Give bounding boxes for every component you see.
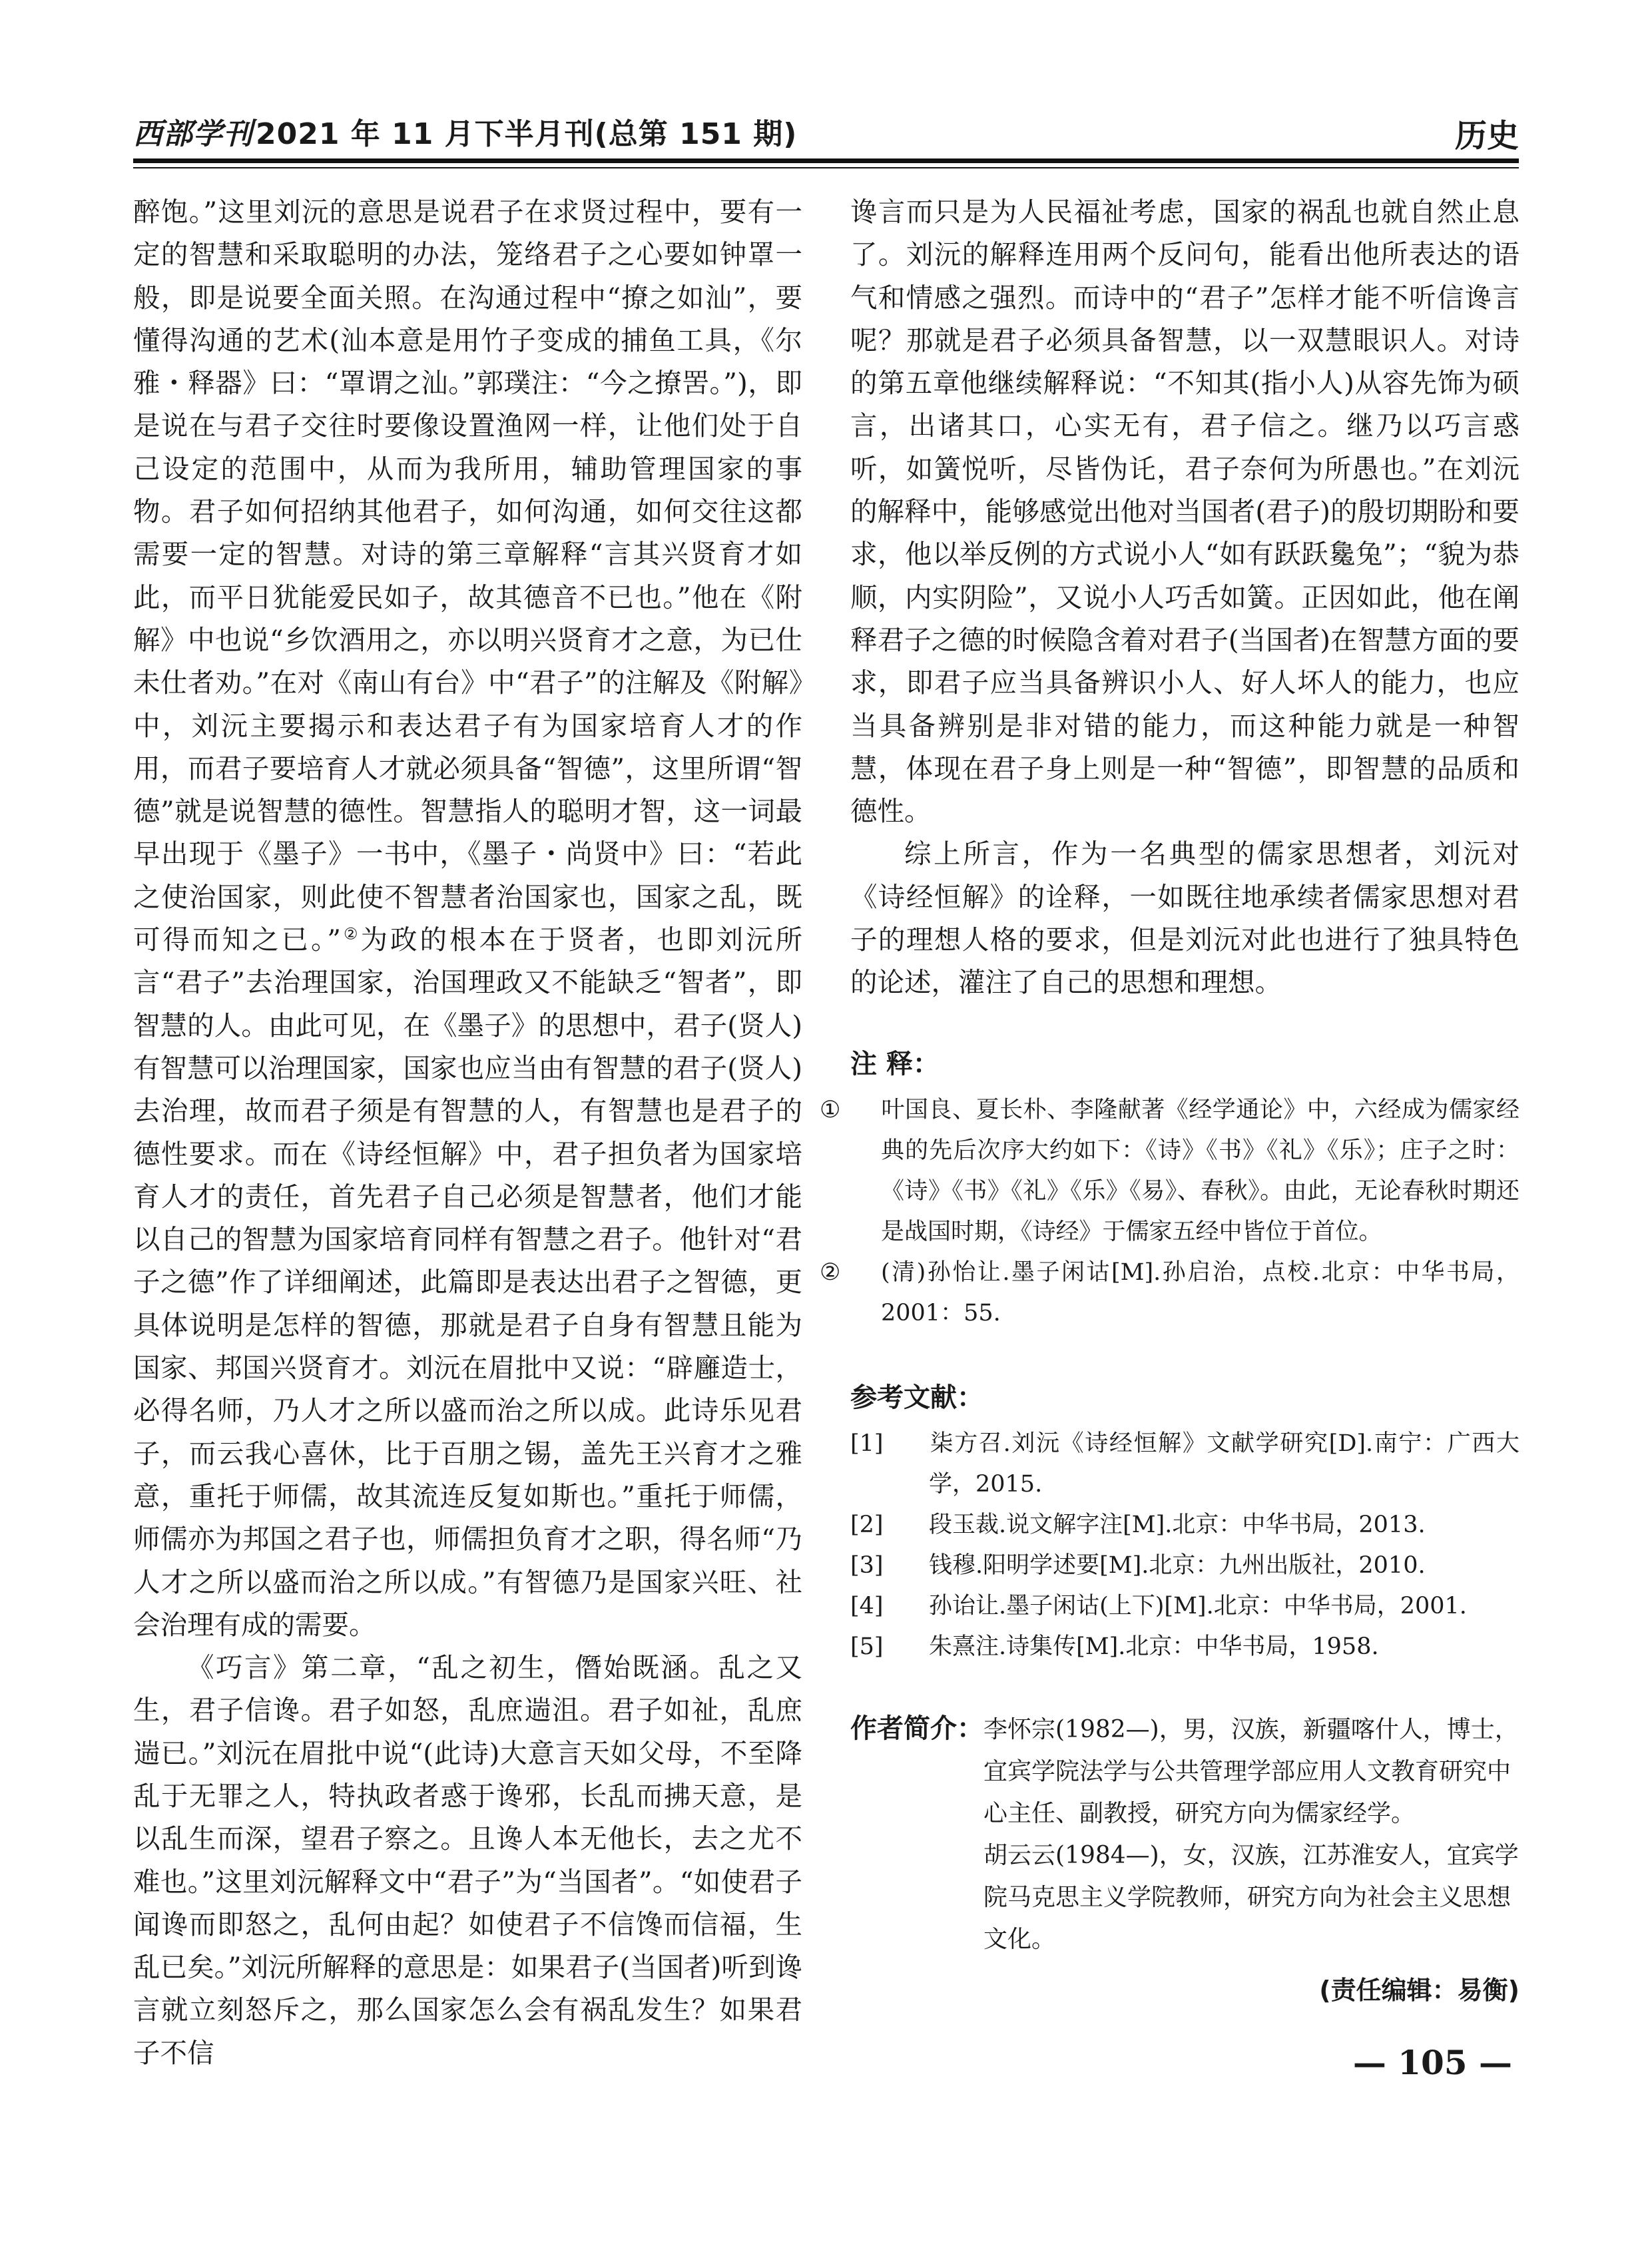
body-paragraph: 综上所言，作为一名典型的儒家思想者，刘沅对《诗经恒解》的诠释，一如既往地承续者儒家思想对君子的理想人格的要求，但是刘沅对此也进行了独具特色的论述，灌注了自己的思想和理想。 <box>850 838 1519 999</box>
reference-item <box>850 1545 1519 1586</box>
reference-text: 孙诒让.墨子闲诂(上下)[M].北京：中华书局，2001. <box>929 1592 1467 1619</box>
reference-number: [4] <box>850 1592 884 1619</box>
reference-number: [5] <box>850 1633 884 1660</box>
references-heading: 参考文献： <box>850 1382 983 1413</box>
note-mark: ① <box>820 1096 841 1123</box>
journal-logo: 西部学刊 <box>133 117 253 151</box>
responsible-editor: (责任编辑：易衡) <box>1319 1975 1519 2005</box>
author-text: 李怀宗(1982—)，男，汉族，新疆喀什人，博士，宜宾学院法学与公共管理学部应用人文教育研究中心主任、副教授，研究方向为儒家经学。 <box>983 1715 1519 1827</box>
note-mark: ② <box>820 1259 841 1286</box>
reference-text: 柒方召.刘沅《诗经恒解》文献学研究[D].南宁：广西大学，2015. <box>929 1430 1519 1498</box>
reference-text: 段玉裁.说文解字注[M].北京：中华书局，2013. <box>929 1511 1426 1538</box>
paragraph-text: 为政的根本在于贤者，也即刘沅所言“君子”去治理国家，治国理政又不能缺乏“智者”，即智慧的人。由此可见，在《墨子》的思想中，君子(贤人)有智慧可以治理国家，国家也应当由有智慧的君子(贤人)去治理，故而君子须是有智慧的人，有智慧也是君子的德性要求。而在《诗经恒解》中，君子担负者为国家培育人才的责任，首先君子自己必须是智慧者，他们才能以自己的智慧为国家培育同样有智慧之君子。他针对“君子之德”作了详细阐述，此篇即是表达出君子之智德，更具体说明是怎样的智德，那就是君子自身有智慧且能为国家、邦国兴贤育才。刘沅在眉批中又说：“辟廱造士，必得名师，乃人才之所以盛而治之所以成。此诗乐见君子，而云我心喜休，比于百朋之锡，盖先王兴育才之雅意，重托于师儒，故其流连反复如斯也。”重托于师儒，师儒亦为邦国之君子也，师儒担负育才之职，得名师“乃人才之所以盛而治之所以成。”有智德乃是国家兴旺、社会治理有成的需要。 <box>133 924 803 1641</box>
body-paragraph: 谗言而只是为人民福祉考虑，国家的祸乱也就自然止息了。刘沅的解释连用两个反问句，能看出他所表达的语气和情感之强烈。而诗中的“君子”怎样才能不听信谗言呢？那就是君子必须具备智慧，以一双慧眼识人。对诗的第五章他继续解释说：“不知其(指小人)从容先饰为硕言，出诸其口，心实无有，君子信之。继乃以巧言惑听，如簧悦听，尽皆伪讬，君子奈何为所愚也。”在刘沅的解释中，能够感觉出他对当国者(君子)的殷切期盼和要求，他以举反例的方式说小人“如有跃跃毚兔”；“貌为恭顺，内实阴险”，又说小人巧舌如簧。正因如此，他在阐释君子之德的时候隐含着对君子(当国者)在智慧方面的要求，即君子应当具备辨识小人、好人坏人的能力，也应当具备辨别是非对错的能力，而这种能力就是一种智慧，体现在君子身上则是一种“智德”，即智慧的品质和德性。 <box>850 196 1519 828</box>
note-item <box>820 1253 1519 1334</box>
author-text: 胡云云(1984—)，女，汉族，江苏淮安人，宜宾学院马克思主义学院教师，研究方向为社会主义思想文化。 <box>983 1841 1519 1953</box>
note-text: 叶国良、夏长朴、李隆献著《经学通论》中，六经成为儒家经典的先后次序大约如下：《诗》《书》《礼》《乐》；庄子之时：《诗》《书》《礼》《乐》《易》、春秋》。由此，无论春秋时期还是战国时期，《诗经》于儒家五经中皆位于首位。 <box>881 1096 1519 1245</box>
reference-number: [2] <box>850 1511 884 1538</box>
issue-info: 2021 年 11 月下半月刊(总第 151 期) <box>256 117 798 151</box>
reference-text: 钱穆.阳明学述要[M].北京：九州出版社，2010. <box>929 1551 1426 1579</box>
footnote-ref: ② <box>340 924 361 944</box>
reference-item <box>850 1505 1519 1545</box>
paragraph-text: 醉饱。”这里刘沅的意思是说君子在求贤过程中，要有一定的智慧和采取聪明的办法，笼络君子之心要如钟罩一般，即是说要全面关照。在沟通过程中“撩之如汕”，要懂得沟通的艺术(汕本意是用竹子变成的捕鱼工具，《尔雅・释器》曰：“罩谓之汕。”郭璞注：“今之撩罟。”)，即是说在与君子交往时要像设置渔网一样，让他们处于自己设定的范围中，从而为我所用，辅助管理国家的事物。君子如何招纳其他君子，如何沟通，如何交往这都需要一定的智慧。对诗的第三章解释“言其兴贤育才如此，而平日犹能爱民如子，故其德音不已也。”他在《附解》中也说“乡饮酒用之，亦以明兴贤育才之意，为已仕未仕者劝。”在对《南山有台》中“君子”的注解及《附解》中，刘沅主要揭示和表达君子有为国家培育人才的作用，而君子要培育人才就必须具备“智德”，这里所谓“智德”就是说智慧的德性。智慧指人的聪明才智，这一词最早出现于《墨子》一书中，《墨子・尚贤中》曰：“若此之使治国家，则此使不智慧者治国家也，国家之乱，既可得而知之已。” <box>133 196 802 956</box>
note-item <box>820 1090 1519 1253</box>
reference-number: [1] <box>850 1430 884 1457</box>
author-bio <box>850 1709 1519 1960</box>
section-title: 历史 <box>1454 117 1519 154</box>
right-column <box>820 190 1519 2006</box>
notes-heading: 注 释： <box>850 1048 940 1079</box>
body-paragraph <box>133 190 802 1646</box>
reference-item <box>850 1424 1519 1505</box>
journal-header <box>133 110 797 152</box>
reference-number: [3] <box>850 1551 884 1579</box>
note-text: (清)孙怡让.墨子闲诂[M].孙启治，点校.北京：中华书局，2001：55. <box>881 1259 1519 1326</box>
reference-item <box>850 1586 1519 1627</box>
author-texts <box>983 1709 1519 1960</box>
body-paragraph: 《巧言》第二章，“乱之初生，僭始既涵。乱之又生，君子信谗。君子如怒，乱庶遄沮。君子如祉，乱庶遄已。”刘沅在眉批中说“(此诗)大意言天如父母，不至降乱于无罪之人，特执政者惑于谗邪，长乱而拂天意，是以乱生而深，望君子察之。且谗人本无他长，去之尤不难也。”这里刘沅解释文中“君子”为“当国者”。“如使君子闻谗而即怒之，乱何由起？如使君子不信馋而信福，生乱已矣。”刘沅所解释的意思是：如果君子(当国者)听到谗言就立刻怒斥之，那么国家怎么会有祸乱发生？如果君子不信 <box>133 1651 802 2069</box>
header-rule-thick <box>133 158 1519 163</box>
author-label: 作者简介： <box>850 1713 983 1744</box>
page-number: — 105 — <box>1352 2043 1512 2082</box>
reference-text: 朱熹注.诗集传[M].北京：中华书局，1958. <box>929 1633 1379 1660</box>
reference-item <box>850 1627 1519 1667</box>
left-column <box>133 190 802 2074</box>
header-rule-thin <box>133 167 1519 168</box>
